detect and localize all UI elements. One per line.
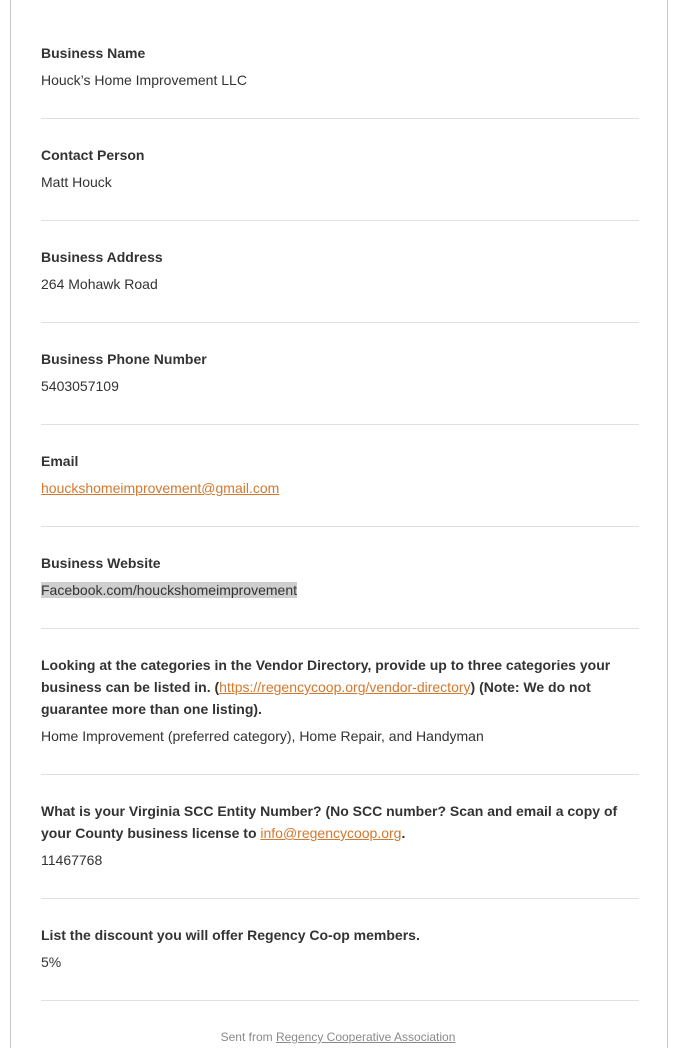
field-value: 5% — [41, 954, 62, 970]
divider — [41, 526, 639, 527]
footer-sender-link[interactable]: Regency Cooperative Association — [275, 1030, 456, 1044]
field-label: Email — [41, 453, 79, 469]
divider — [41, 628, 639, 629]
info-email-link[interactable]: info@regencycoop.org — [260, 825, 402, 841]
field-label: Business Address — [41, 249, 163, 265]
field-label — [41, 800, 639, 844]
field-discount — [41, 924, 639, 971]
field-value — [41, 479, 639, 497]
divider — [41, 322, 639, 323]
field-label — [41, 654, 639, 720]
divider — [41, 118, 639, 119]
field-label: Business Website — [41, 555, 161, 571]
field-value: 11467768 — [41, 852, 103, 868]
field-scc-number — [41, 800, 639, 869]
field-email — [41, 450, 639, 497]
field-business-name — [41, 42, 639, 89]
label-text: ) (Note: We do not guarantee more than one listing). — [41, 679, 591, 717]
field-label: List the discount you will offer Regency Co-op members. — [41, 927, 420, 943]
vendor-directory-link[interactable]: https://regencycoop.org/vendor-directory — [219, 679, 471, 695]
field-label: Business Name — [41, 45, 146, 61]
divider — [41, 774, 639, 775]
email-link[interactable]: houckshomeimprovement@gmail.com — [41, 480, 280, 496]
field-value: Houck’s Home Improvement LLC — [41, 72, 247, 88]
field-value: Home Improvement (preferred category), Home Repair, and Handyman — [41, 728, 484, 744]
divider — [41, 1000, 639, 1001]
divider — [41, 424, 639, 425]
field-value: 264 Mohawk Road — [41, 276, 158, 292]
divider — [41, 898, 639, 899]
label-text: What is your Virginia SCC Entity Number? (No SCC number? Scan and email a copy of your County business license to — [41, 803, 618, 841]
divider — [41, 220, 639, 221]
field-label: Business Phone Number — [41, 351, 207, 367]
field-value: Matt Houck — [41, 174, 112, 190]
field-business-address — [41, 246, 639, 293]
field-categories — [41, 654, 639, 745]
label-text: Looking at the categories in the Vendor Directory, provide up to three categories your business can be listed in. ( — [41, 657, 611, 695]
field-value: 5403057109 — [41, 378, 119, 394]
footer-prefix: Sent from — [220, 1030, 276, 1044]
field-value — [41, 581, 639, 599]
field-business-website — [41, 552, 639, 599]
field-business-phone — [41, 348, 639, 395]
website-value: Facebook.com/houckshomeimprovement — [41, 582, 298, 598]
field-label: Contact Person — [41, 147, 145, 163]
field-contact-person — [41, 144, 639, 191]
label-text: . — [401, 825, 406, 841]
footer — [0, 1030, 676, 1044]
